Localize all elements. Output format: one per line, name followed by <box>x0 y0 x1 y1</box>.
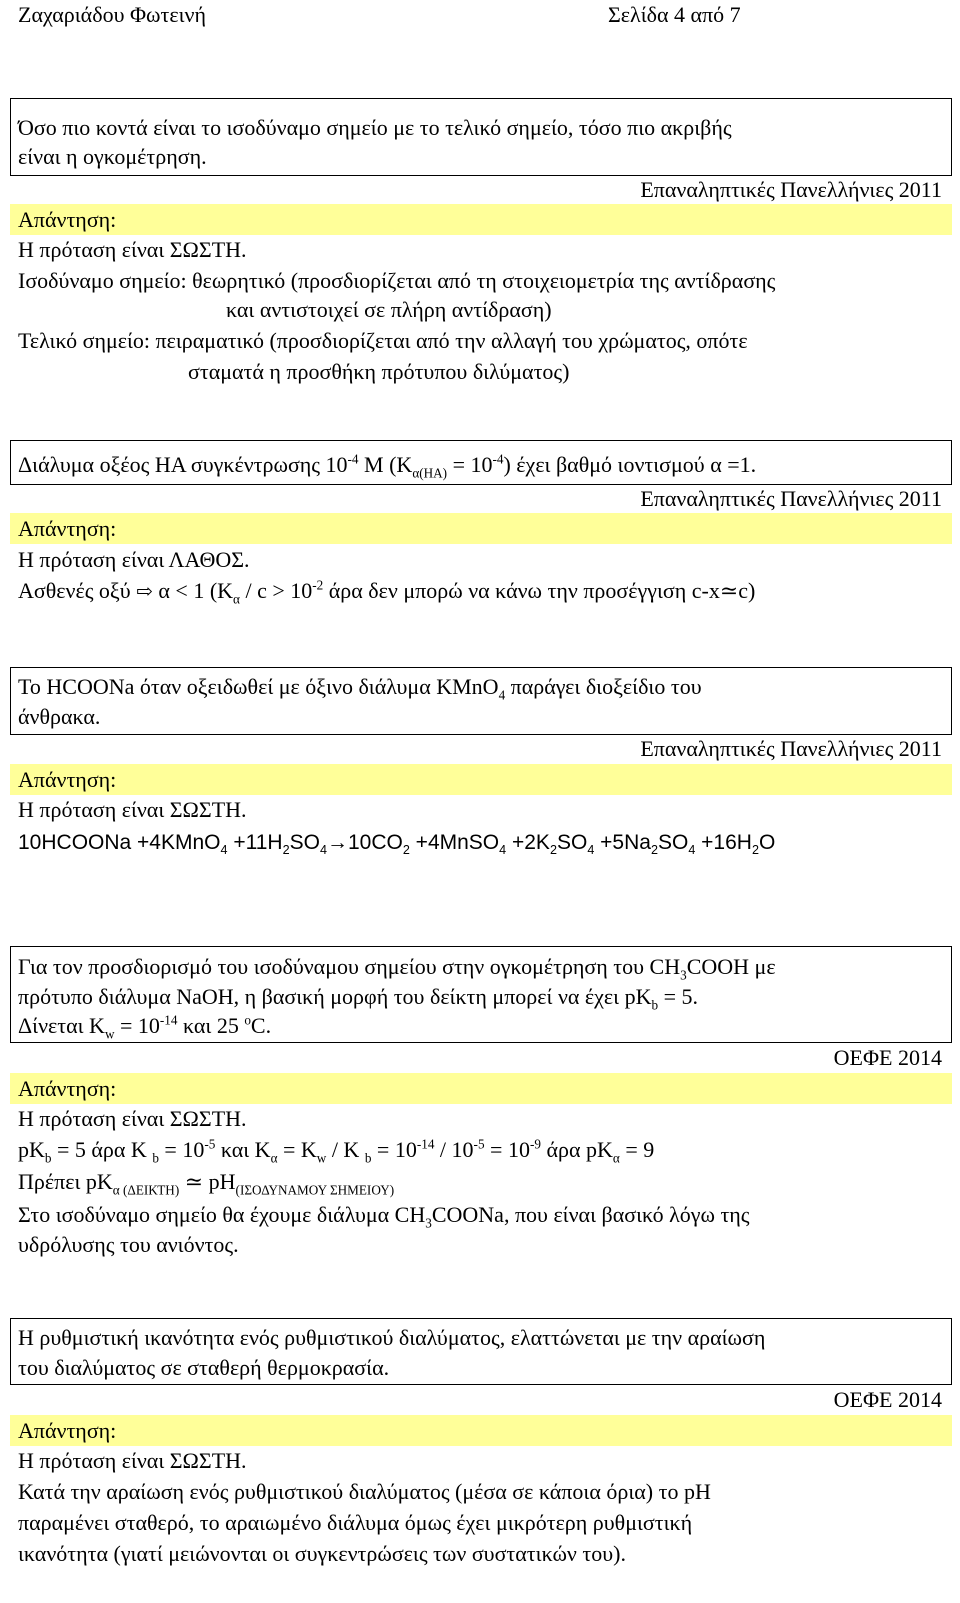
explanation-5-line-3: ικανότητα (γιατί μειώνονται οι συγκεντρώσεις των συστατικών του). <box>18 1541 626 1566</box>
explanation-4-line-2: Πρέπει $pK_{\alpha (\Delta EIKTH)}$ ≃ $pH_{(I\Sigma O\Delta\Upsilon NAMO\Upsilon \Sigma HMEIO\Upsilon)}$ <box>18 1169 395 1198</box>
answer-label-1: Απάντηση: <box>10 204 952 235</box>
page-number: Σελίδα 4 από 7 <box>608 2 741 27</box>
answer-label-2: Απάντηση: <box>10 513 952 544</box>
question-3-line-2: άνθρακα. <box>18 704 101 729</box>
question-4-line-3: Δίνεται $K_w = 10^{-14}$ και 25 $^o$C. <box>18 1012 272 1042</box>
explanation-5-line-2: παραμένει σταθερό, το αραιωμένο διάλυμα όμως έχει μικρότερη ρυθμιστική <box>18 1510 693 1535</box>
explanation-5-line-1: Κατά την αραίωση ενός ρυθμιστικού διαλύματος (μέσα σε κάποια όρια) το pH <box>18 1479 711 1504</box>
answer-label-4: Απάντηση: <box>10 1073 952 1104</box>
question-4-source: ΟΕΦΕ 2014 <box>833 1045 942 1070</box>
explanation-1-line-3: Τελικό σημείο: πειραματικό (προσδιορίζεται από την αλλαγή του χρώματος, οπότε <box>18 328 748 353</box>
explanation-4-line-1: $pK_b = 5$ άρα K $_b = 10^{-5}$ και $K_\alpha = K_w / K$ $_b = 10^{-14} / 10^{-5} = 10^{-9}$ άρα $pK_\alpha = 9$ <box>18 1136 655 1166</box>
question-2-source: Επαναληπτικές Πανελλήνιες 2011 <box>640 486 942 511</box>
question-5-source: ΟΕΦΕ 2014 <box>833 1387 942 1412</box>
verdict-3: Η πρόταση είναι ΣΩΣΤΗ. <box>18 797 247 822</box>
explanation-2: Ασθενές οξύ ⇨ α < 1 ($K_\alpha / c > 10^{-2}$ άρα δεν μπορώ να κάνω την προσέγγιση c-x≃c) <box>18 577 756 607</box>
question-1-line-1: Όσο πιο κοντά είναι το ισοδύναμο σημείο με το τελικό σημείο, τόσο πιο ακριβής <box>18 115 732 140</box>
reaction-arrow-icon: → <box>326 831 348 854</box>
explanation-1-line-2: και αντιστοιχεί σε πλήρη αντίδραση) <box>226 297 552 322</box>
verdict-2: Η πρόταση είναι ΛΑΘΟΣ. <box>18 547 250 572</box>
explanation-4-line-3: Στο ισοδύναμο σημείο θα έχουμε διάλυμα $CH_3COONa$, που είναι βασικό λόγω της <box>18 1202 750 1231</box>
question-1-line-2: είναι η ογκομέτρηση. <box>18 144 207 169</box>
explanation-1-line-1: Ισοδύναμο σημείο: θεωρητικό (προσδιορίζεται από τη στοιχειομετρία της αντίδρασης <box>18 268 776 293</box>
question-3-line-1: Το HCOONa όταν οξειδωθεί με όξινο διάλυμα KMnO$_4$ παράγει διοξείδιο του <box>18 674 702 703</box>
question-4-line-2: πρότυπο διάλυμα NaOH, η βασική μορφή του δείκτη μπορεί να έχει $pK_b = 5$. <box>18 984 698 1013</box>
question-2-text: Διάλυμα οξέος ΗΑ συγκέντρωσης $10^{-4}$ Μ $(K_{\alpha(HA)} = 10^{-4})$ έχει βαθμό ιοντισμού α =1. <box>18 451 757 481</box>
question-1-source: Επαναληπτικές Πανελλήνιες 2011 <box>640 177 942 202</box>
outline-arrow-icon: ⇨ <box>136 581 153 603</box>
reaction-equation: 10HCOONa +4KMnO$_4$ $+11H_2SO_4\to 10CO_2$ +4MnSO$_4$ $+2K_2SO_4 +5Na_2SO_4 +16H_2O$ <box>18 831 776 858</box>
verdict-1: Η πρόταση είναι ΣΩΣΤΗ. <box>18 237 247 262</box>
question-4-line-1: Για τον προσδιορισμό του ισοδύναμου σημείου στην ογκομέτρηση του $CH_3COOH$ με <box>18 954 776 983</box>
explanation-1-line-4: σταματά η προσθήκη πρότυπου διλύματος) <box>188 359 570 384</box>
answer-label-5: Απάντηση: <box>10 1415 952 1446</box>
explanation-4-line-4: υδρόλυσης του ανιόντος. <box>18 1232 239 1257</box>
question-5-line-2: του διαλύματος σε σταθερή θερμοκρασία. <box>18 1355 390 1380</box>
question-3-source: Επαναληπτικές Πανελλήνιες 2011 <box>640 736 942 761</box>
verdict-5: Η πρόταση είναι ΣΩΣΤΗ. <box>18 1448 247 1473</box>
verdict-4: Η πρόταση είναι ΣΩΣΤΗ. <box>18 1106 247 1131</box>
author-name: Ζαχαριάδου Φωτεινή <box>18 2 206 27</box>
question-5-line-1: Η ρυθμιστική ικανότητα ενός ρυθμιστικού διαλύματος, ελαττώνεται με την αραίωση <box>18 1325 766 1350</box>
answer-label-3: Απάντηση: <box>10 764 952 795</box>
